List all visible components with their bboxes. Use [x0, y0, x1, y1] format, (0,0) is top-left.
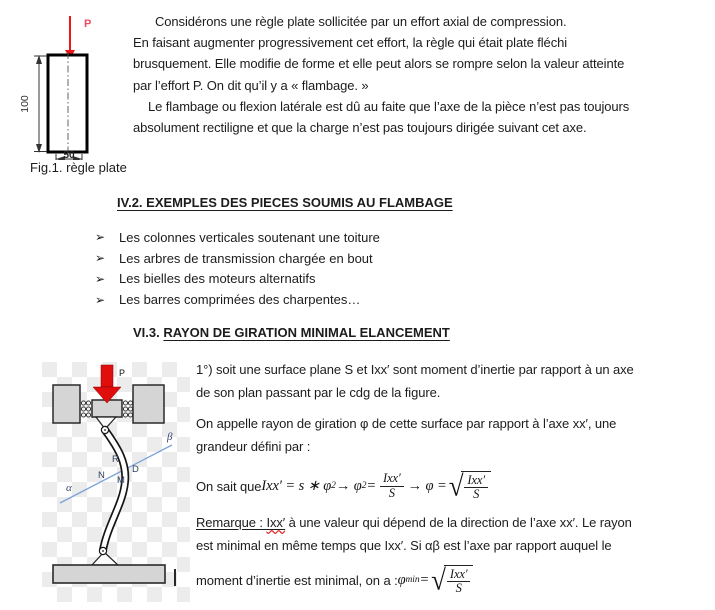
formula-lead: On sait que: [196, 478, 262, 494]
intro-line: Le flambage ou flexion latérale est dû au faite que l’axe de la pièce n’est pas toujours: [148, 98, 630, 114]
formula-math: φ min = √ $\frac{\text{Ixx′}}{S}$: [398, 565, 474, 596]
square-root: [449, 471, 491, 502]
math-term: φ: [397, 571, 406, 588]
remark-label: [196, 515, 285, 530]
intro-line: En faisant augmenter progressivement cet effort, la règle qui était plate fléchi: [133, 35, 568, 51]
list-item: [95, 289, 380, 310]
formula-giration: [196, 464, 491, 508]
bullet-arrow-icon: ➢: [95, 292, 106, 307]
figure-buckled-column: [42, 362, 194, 608]
section-heading-iv2: [117, 195, 453, 210]
load-label: P: [119, 368, 126, 378]
load-arrow-shaft: [101, 365, 113, 387]
math-term: Ixx′ = s ∗ φ: [261, 477, 332, 494]
radicand: [461, 471, 491, 502]
point-m-label: M: [117, 475, 125, 486]
rule-outline: [48, 55, 87, 152]
list-item: [95, 227, 380, 248]
section-heading-iv2-text: IV.2. EXEMPLES DES PIECES SOUMIS AU FLAMBAGE: [117, 195, 453, 210]
point-r-label: R: [112, 454, 119, 465]
fraction: [447, 568, 471, 596]
fraction-denominator: S: [473, 487, 480, 501]
fraction-numerator: Ixx′: [464, 474, 488, 489]
math-term: =: [419, 571, 430, 588]
list-item-label: Les colonnes verticales soutenant une toiture: [119, 229, 380, 245]
remark-line-formula: [196, 558, 473, 602]
bullet-arrow-icon: ➢: [95, 230, 106, 245]
section-heading-vi3: [133, 325, 450, 340]
list-item-label: Les bielles des moteurs alternatifs: [119, 271, 316, 287]
section-heading-vi3-text: RAYON DE GIRATION MINIMAL ELANCEMENT: [163, 325, 450, 340]
fraction-numerator: Ixx′: [380, 472, 404, 487]
body-line: de son plan passant par le cdg de la figure.: [196, 384, 441, 400]
fraction-denominator: S: [455, 581, 462, 595]
remark-text: à une valeur qui dépend de la direction de l’axe xx′. Le rayon: [285, 515, 632, 530]
formula-math: Ixx′ = s ∗ φ 2 → φ 2 = $\frac{\text{Ixx′}}{S}$ → φ = √ $\frac{\text{Ixx′}}{S}$: [261, 471, 491, 502]
fraction: [380, 472, 404, 500]
radical-icon: √: [448, 469, 464, 502]
radicand: [444, 565, 474, 596]
alpha-label: α: [66, 482, 72, 494]
paragraph-definition: [196, 362, 634, 407]
body-line: 1°) soit une surface plane S et Ixx′ sont moment d’inertie par rapport à un axe: [196, 362, 634, 377]
left-support-block: [53, 385, 80, 423]
bullet-arrow-icon: ➢: [95, 251, 106, 266]
right-support-block: [133, 385, 164, 423]
figure1-caption: Fig.1. règle plate: [30, 160, 127, 175]
list-item-label: Les arbres de transmission chargée en bout: [119, 250, 373, 266]
intro-line: par l’effort P. On dit qu’il y a « flambage. »: [133, 77, 369, 93]
intro-line: absolument rectiligne et que la charge n’est pas toujours dirigée suivant cet axe.: [133, 119, 587, 135]
base-block: [53, 565, 165, 583]
examples-list: [95, 227, 380, 310]
math-term: → φ: [335, 477, 362, 494]
body-line: grandeur défini par :: [196, 438, 311, 454]
intro-line: Considérons une règle plate sollicitée par un effort axial de compression.: [155, 14, 567, 29]
paragraph-rayon: [196, 416, 616, 461]
dim-width-label: 50: [63, 150, 75, 160]
right-rollers: [123, 401, 132, 417]
load-label: P: [84, 18, 92, 30]
dim-height-label: 100: [19, 95, 31, 113]
body-line: On appelle rayon de giration φ de cette surface par rapport à l’axe xx′, une: [196, 416, 617, 431]
section-heading-vi3-number: VI.3.: [133, 325, 164, 340]
intro-paragraph: [133, 14, 708, 141]
top-pin-center: [104, 429, 106, 431]
figure-regle-plate: [8, 8, 138, 160]
remark-label-text: Remarque :: [196, 515, 267, 530]
fraction-numerator: Ixx′: [447, 568, 471, 583]
fraction: [464, 474, 488, 502]
formula-lead: moment d’inertie est minimal, on a :: [196, 572, 398, 588]
left-rollers: [81, 401, 90, 417]
bottom-pin-center: [102, 550, 104, 552]
point-n-label: N: [98, 470, 105, 481]
fraction-denominator: S: [388, 485, 395, 500]
beta-label: β: [167, 431, 173, 443]
remark-line: est minimal en même temps que Ixx′. Si αβ est l’axe par rapport auquel le: [196, 538, 612, 553]
bullet-arrow-icon: ➢: [95, 271, 106, 286]
math-term: =: [366, 477, 377, 494]
radical-icon: √: [431, 563, 446, 596]
remark-line: [196, 515, 632, 538]
intro-line: brusquement. Elle modifie de forme et elle peut alors se rompre selon la valeur atteinte: [133, 56, 625, 72]
square-root: [431, 565, 473, 596]
misspelled-word: Ixx′: [266, 515, 286, 530]
list-item: [95, 269, 380, 290]
list-item: [95, 248, 380, 269]
list-item-label: Les barres comprimées des charpentes…: [119, 292, 361, 308]
math-term: → φ =: [407, 477, 447, 494]
point-d-label: D: [132, 464, 139, 475]
